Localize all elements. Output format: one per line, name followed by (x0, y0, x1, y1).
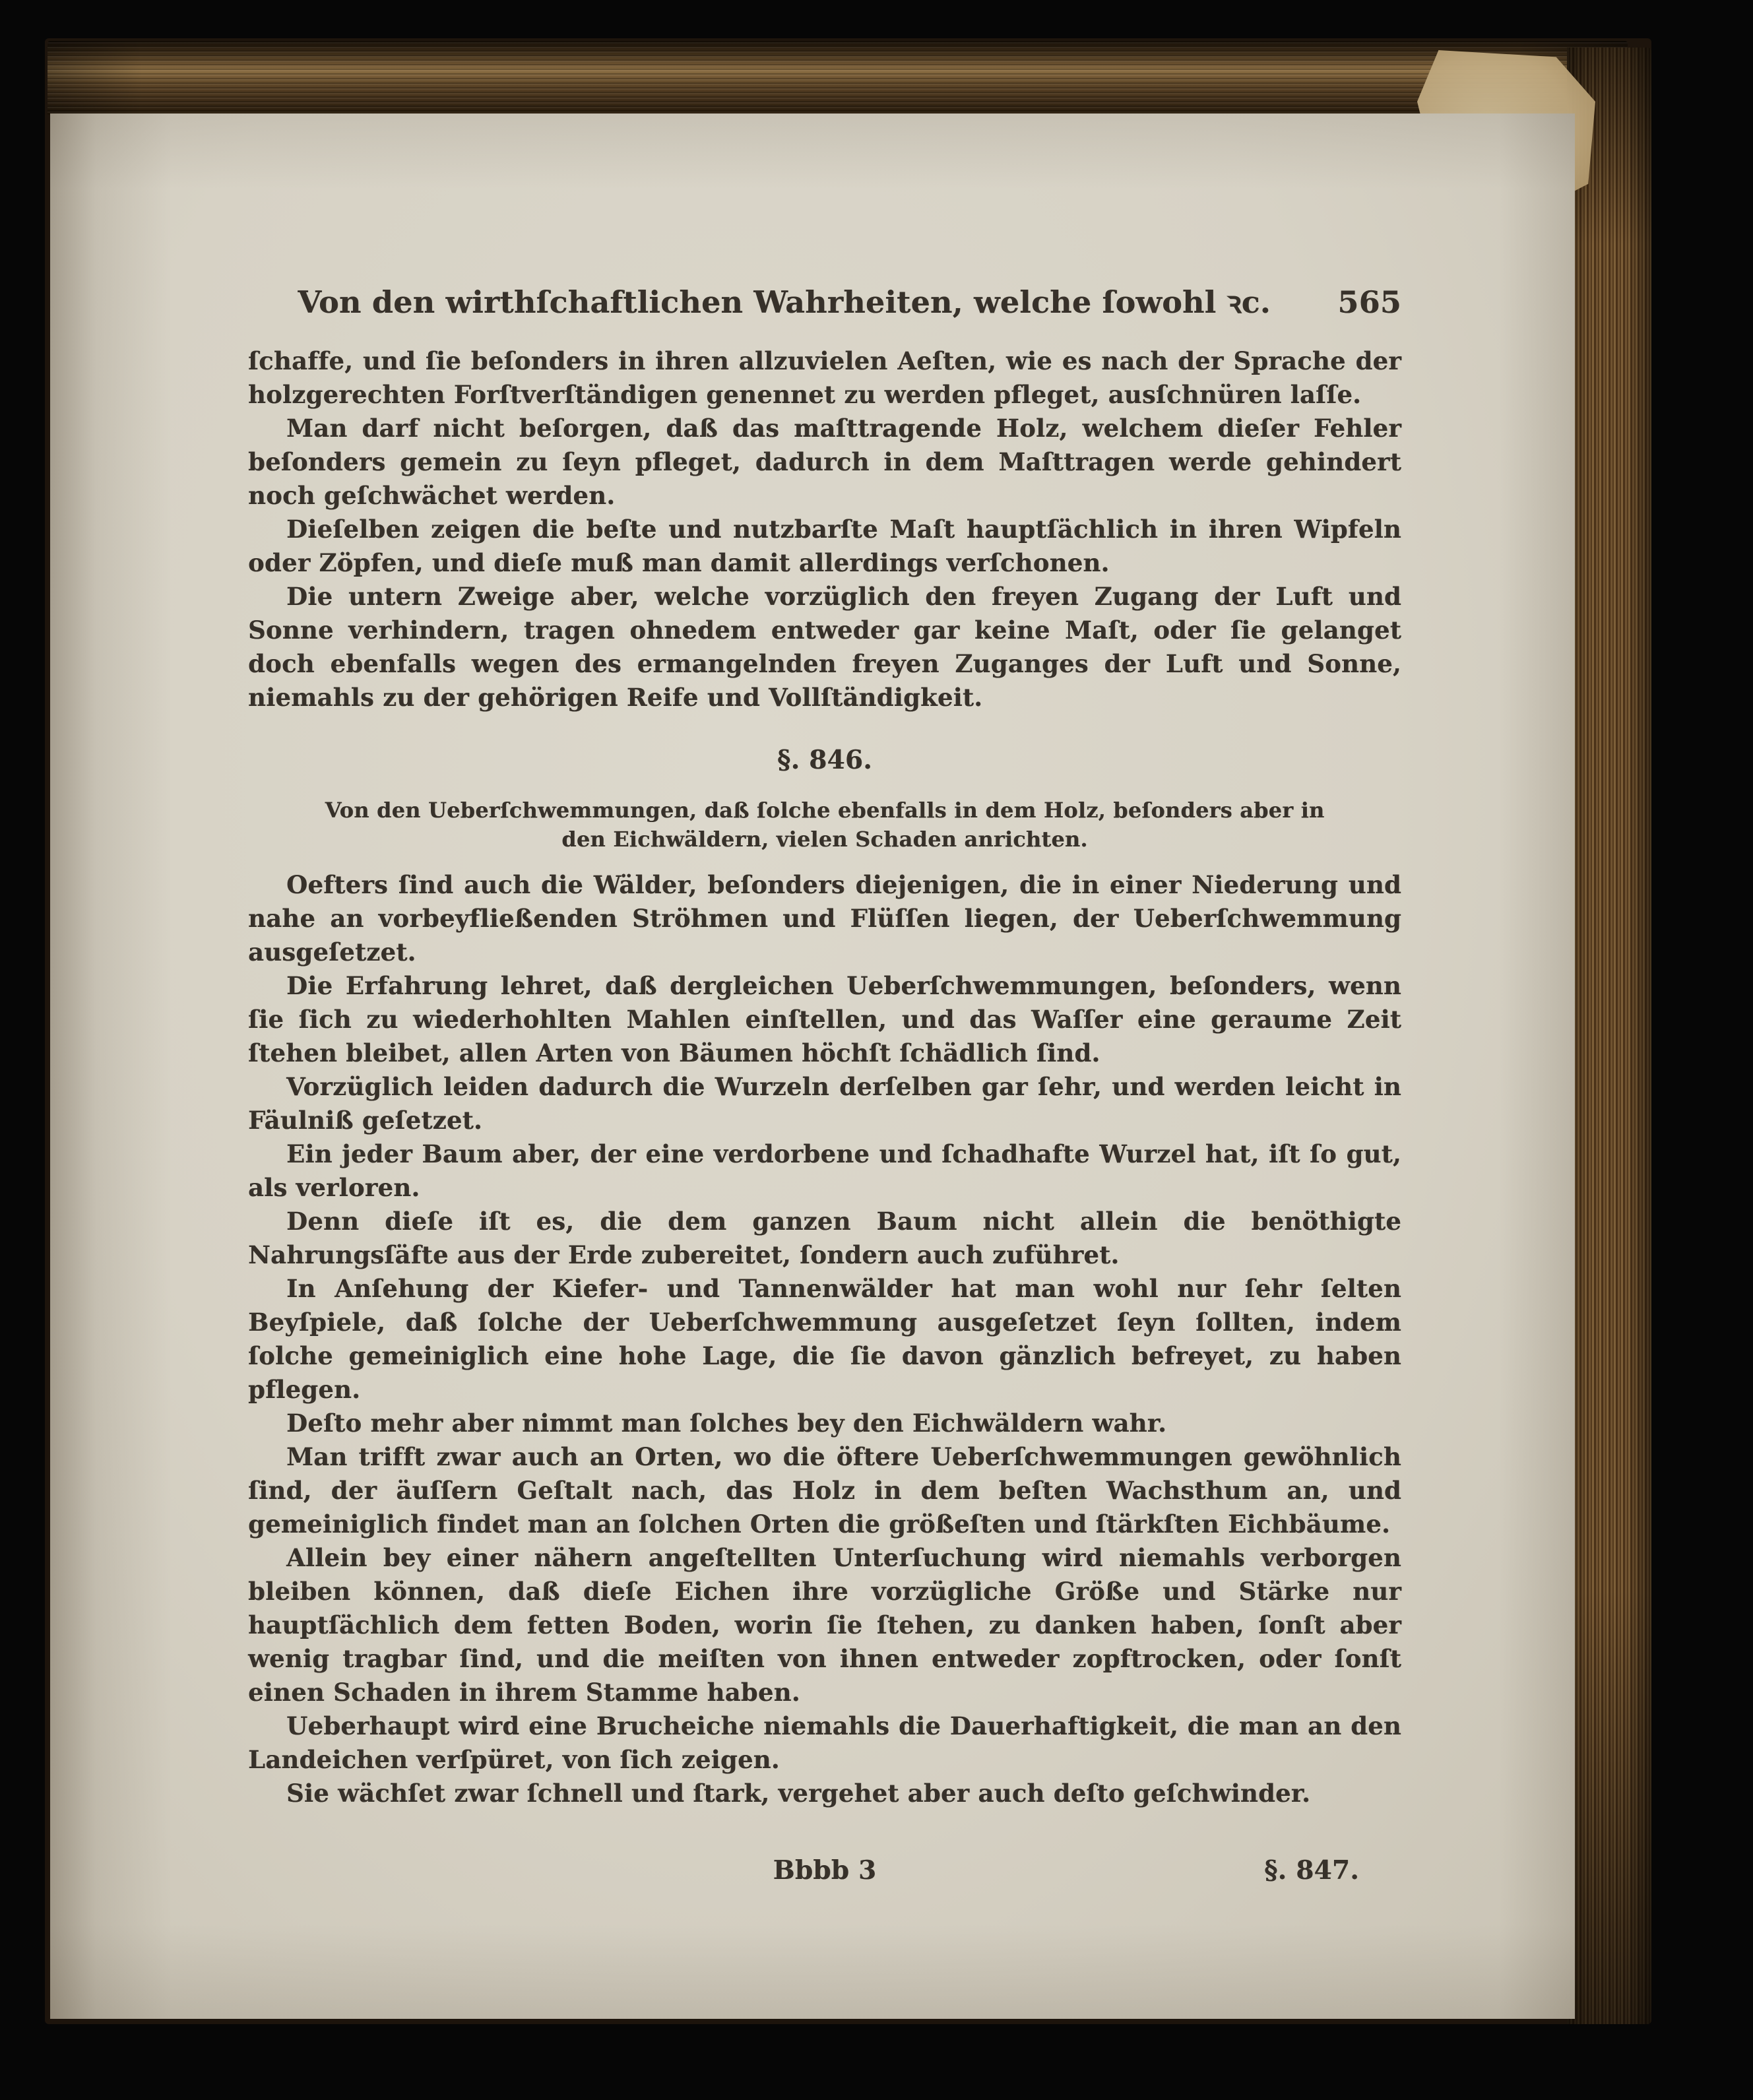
catchword: §. 847. (1264, 1855, 1359, 1886)
paragraph: In Anſehung der Kiefer- und Tannenwälder hat man wohl nur ſehr ſelten Beyſpiele, daß ſolche der Ueberſchwemmung ausgeſetzet ſeyn ſollten, indem ſolche gemeiniglich eine hohe Lage, die ſie davon gänzlich befreyet, zu haben pflegen. (248, 1274, 1401, 1404)
paragraph: Ein jeder Baum aber, der eine verdorbene und ſchadhafte Wurzel hat, iſt ſo gut, als verloren. (248, 1139, 1401, 1202)
paragraph: Vorzüglich leiden dadurch die Wurzeln derſelben gar ſehr, und werden leicht in Fäulniß geſetzet. (248, 1072, 1401, 1135)
page-footer (248, 1854, 1401, 1893)
section-number: §. 846. (777, 745, 872, 775)
signature-mark: Bbbb 3 (773, 1855, 877, 1886)
section-title: Von den Ueberſchwemmungen, daß ſolche ebenfalls in dem Holz, beſonders aber in den Eichwäldern, vielen Schaden anrichten. (325, 798, 1325, 852)
paragraph: ſchaffe, und ſie beſonders in ihren allzuvielen Aeſten, wie es nach der Sprache der holzgerechten Forſtverſtändigen genennet zu werden pfleget, ausſchnüren laſſe. (248, 346, 1401, 409)
page-text-block (248, 284, 1401, 1893)
paragraph: Dieſelben zeigen die beſte und nutzbarſte Maſt hauptſächlich in ihren Wipfeln oder Zöpfen, und dieſe muß man damit allerdings verſchonen. (248, 515, 1401, 577)
paragraph: Denn dieſe iſt es, die dem ganzen Baum nicht allein die benöthigte Nahrungsſäfte aus der Erde zubereitet, ſondern auch zuführet. (248, 1207, 1401, 1269)
section-heading (248, 744, 1401, 854)
paragraph: Oefters ſind auch die Wälder, beſonders diejenigen, die in einer Niederung und nahe an vorbeyfließenden Ströhmen und Flüſſen liegen, der Ueberſchwemmung ausgeſetzet. (248, 870, 1401, 967)
paragraph: Ueberhaupt wird eine Brucheiche niemahls die Dauerhaftigkeit, die man an den Landeichen verſpüret, von ſich zeigen. (248, 1711, 1401, 1774)
book-scan (45, 38, 1651, 2024)
running-header-title: Von den wirthſchaftlichen Wahrheiten, welche ſowohl ꝛc. (298, 284, 1271, 320)
paragraph: Allein bey einer nähern angeſtellten Unterſuchung wird niemahls verborgen bleiben können, daß dieſe Eichen ihre vorzügliche Größe und Stärke nur hauptſächlich dem fetten Boden, worin ſie ſtehen, zu danken haben, ſonſt aber wenig tragbar ſind, und die meiſten von ihnen entweder zopftrocken, oder ſonſt einen Schaden in ihrem Stamme haben. (248, 1543, 1401, 1707)
paragraph: Die untern Zweige aber, welche vorzüglich den freyen Zugang der Luft und Sonne verhindern, tragen ohnedem entweder gar keine Maſt, oder ſie gelanget doch ebenfalls wegen des ermangelnden freyen Zuganges der Luft und Sonne, niemahls zu der gehörigen Reife und Vollſtändigkeit. (248, 582, 1401, 712)
page-number: 565 (1337, 284, 1401, 320)
paragraph: Die Erfahrung lehret, daß dergleichen Ueberſchwemmungen, beſonders, wenn ſie ſich zu wiederhohlten Mahlen einſtellen, und das Waſſer eine geraume Zeit ſtehen bleibet, allen Arten von Bäumen höchſt ſchädlich ſind. (248, 971, 1401, 1067)
running-header (248, 284, 1401, 321)
paragraph: Sie wächſet zwar ſchnell und ſtark, vergehet aber auch deſto geſchwinder. (286, 1779, 1311, 1808)
paragraph: Man trifft zwar auch an Orten, wo die öftere Ueberſchwemmungen gewöhnlich ſind, der äuſſern Geſtalt nach, das Holz in dem beſten Wachsthum an, und gemeiniglich findet man an ſolchen Orten die größeſten und ſtärkſten Eichbäume. (248, 1442, 1401, 1539)
book-page (50, 113, 1575, 2019)
paragraph: Man darf nicht beſorgen, daß das maſttragende Holz, welchem dieſer Fehler beſonders gemein zu ſeyn pfleget, dadurch in dem Maſttragen werde gehindert noch geſchwächet werden. (248, 414, 1401, 510)
paragraph: Deſto mehr aber nimmt man ſolches bey den Eichwäldern wahr. (286, 1409, 1167, 1438)
book-top-page-edges (48, 41, 1628, 115)
book-fore-edge-binding (1567, 48, 1651, 2024)
